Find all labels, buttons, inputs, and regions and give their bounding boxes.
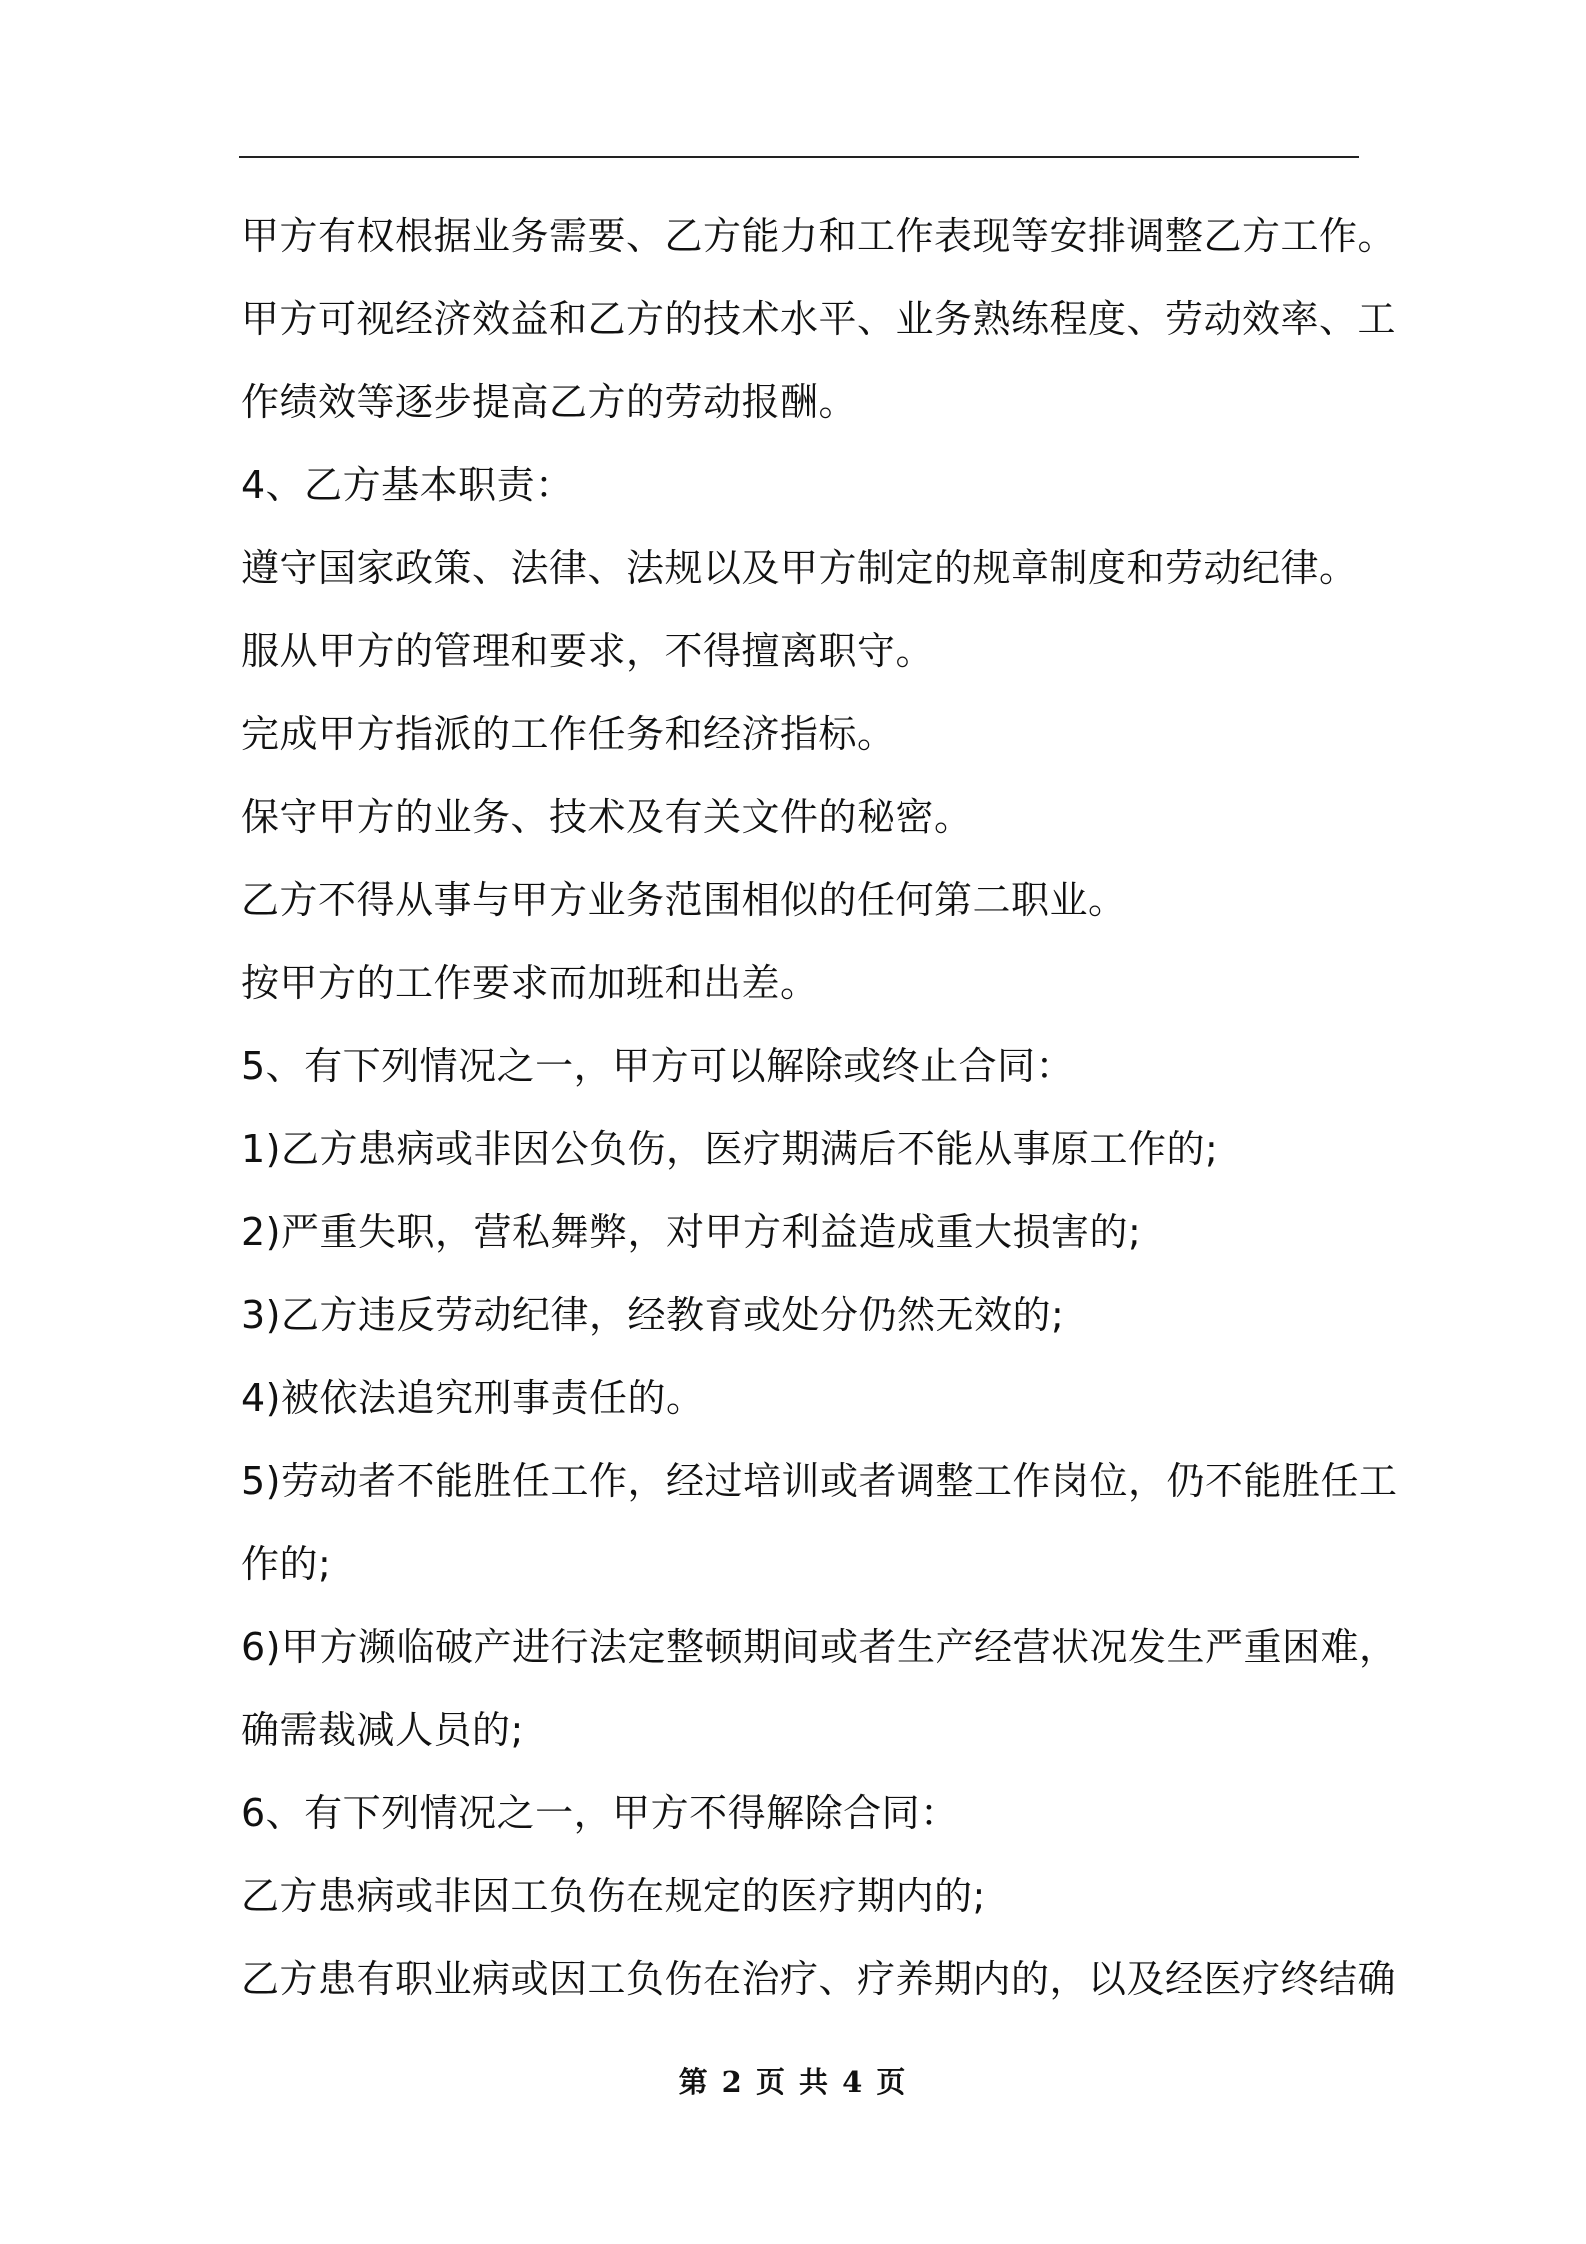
text-line: 作绩效等逐步提高乙方的劳动报酬。 [241,380,858,424]
section-heading: 4、乙方基本职责： [241,463,574,507]
text-line: 乙方患有职业病或因工负伤在治疗、疗养期内的，以及经医疗终结确 [241,1957,1397,2001]
text-line: 1)乙方患病或非因公负伤，医疗期满后不能从事原工作的; [241,1127,1219,1171]
page-footer: 第 2 页 共 4 页 [678,2065,908,2099]
text-line: 服从甲方的管理和要求，不得擅离职守。 [241,629,935,673]
text-line: 按甲方的工作要求而加班和出差。 [241,961,819,1005]
text-line: 确需裁减人员的; [241,1708,524,1752]
text-line: 乙方不得从事与甲方业务范围相似的任何第二职业。 [241,878,1127,922]
text-line: 5)劳动者不能胜任工作，经过培训或者调整工作岗位，仍不能胜任工 [241,1459,1398,1503]
section-heading: 5、有下列情况之一，甲方可以解除或终止合同： [241,1044,1075,1088]
text-line: 作的; [241,1542,332,1586]
header-rule [239,156,1359,158]
text-line: 甲方可视经济效益和乙方的技术水平、业务熟练程度、劳动效率、工 [241,297,1397,341]
text-line: 遵守国家政策、法律、法规以及甲方制定的规章制度和劳动纪律。 [241,546,1358,590]
text-line: 3)乙方违反劳动纪律，经教育或处分仍然无效的; [241,1293,1065,1337]
text-line: 4)被依法追究刑事责任的。 [241,1376,705,1420]
text-line: 乙方患病或非因工负伤在规定的医疗期内的; [241,1874,986,1918]
text-line: 甲方有权根据业务需要、乙方能力和工作表现等安排调整乙方工作。 [241,214,1397,258]
section-heading: 6、有下列情况之一，甲方不得解除合同： [241,1791,959,1835]
text-line: 2)严重失职，营私舞弊，对甲方利益造成重大损害的; [241,1210,1142,1254]
text-line: 保守甲方的业务、技术及有关文件的秘密。 [241,795,973,839]
text-line: 6)甲方濒临破产进行法定整顿期间或者生产经营状况发生严重困难， [241,1625,1398,1669]
text-line: 完成甲方指派的工作任务和经济指标。 [241,712,896,756]
document-body [241,195,1398,2021]
